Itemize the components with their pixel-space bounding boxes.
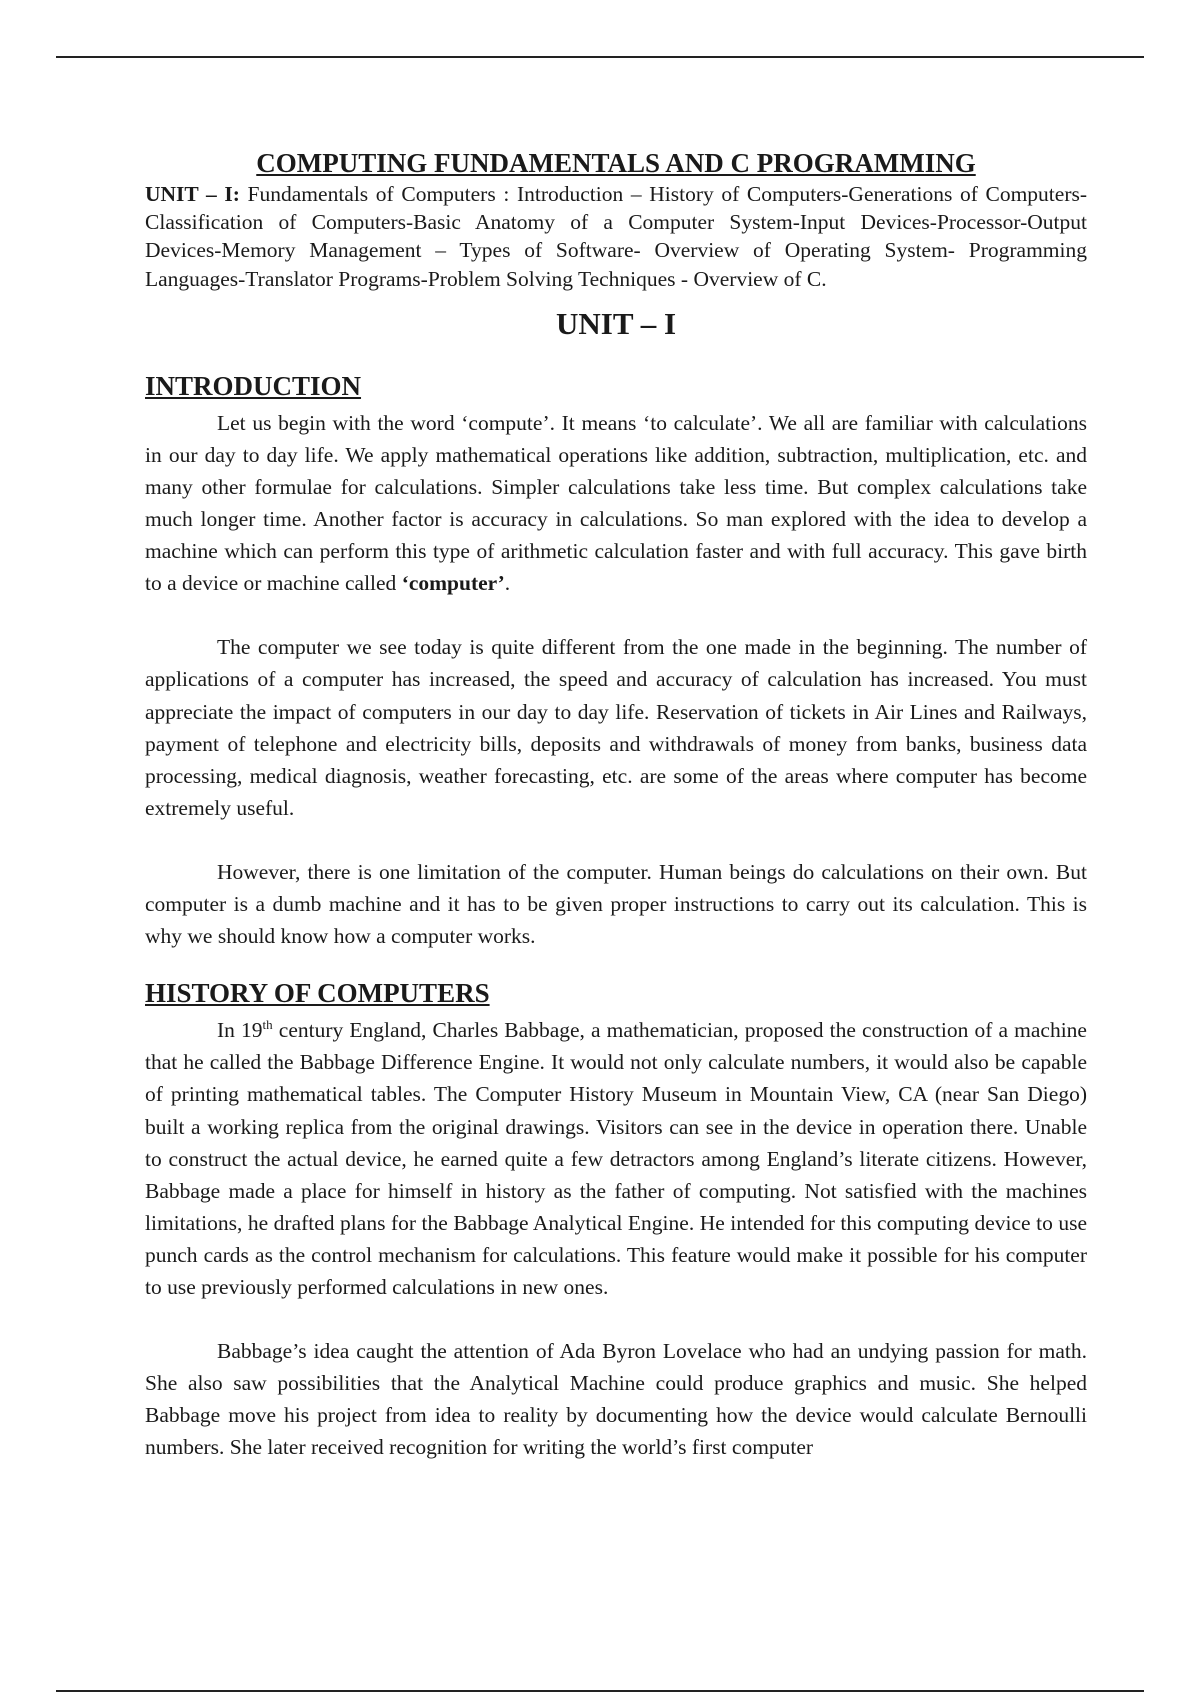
introduction-paragraph-2: The computer we see today is quite different from the one made in the beginning. The number of applications of a computer has increased, the speed and accuracy of calculation has increased. You must appreciate the impact of computers in our day to day life. Reservation of tickets in Air Lines and Railways, payment of telephone and electricity bills, deposits and withdrawals of money from banks, business data processing, medical diagnosis, weather forecasting, etc. are some of the areas where computer has become extremely useful.	[145, 635, 1087, 820]
bottom-rule	[56, 1690, 1144, 1692]
syllabus-label: UNIT – I:	[145, 182, 240, 206]
page-content	[145, 146, 1087, 1463]
syllabus-text: Fundamentals of Computers : Introduction – History of Computers-Generations of Computers- Classification of Computers-Basic Anatomy of a Computer System-Input Devices-Processor-Output Devices-Memory Management – Types of Software- Overview of Operating System- Programming Languages-Translator Programs-Problem Solving Techniques - Overview of C.	[145, 182, 1088, 291]
intro-p1-end: .	[504, 571, 511, 596]
introduction-heading: INTRODUCTION	[145, 370, 362, 401]
history-p1-text: century England, Charles Babbage, a mathematician, proposed the construction of a machine that he called the Babbage Difference Engine. It would not only calculate numbers, it would also be capable of printing mathematical tables. The Computer History Museum in Mountain View, CA (near San Diego) built a working replica from the original drawings. Visitors can see in the device in operation there. Unable to construct the actual device, he earned quite a few detractors among England’s literate citizens. However, Babbage made a place for himself in history as the father of computing. Not satisfied with the machines limitations, he drafted plans for the Babbage Analytical Engine. He intended for this computing device to use punch cards as the control mechanism for calculations. This feature would make it possible for his computer to use previously performed calculations in new ones.	[145, 1018, 1087, 1299]
introduction-paragraph-1	[145, 407, 1087, 600]
history-heading: HISTORY OF COMPUTERS	[145, 978, 490, 1009]
syllabus-paragraph	[145, 180, 1087, 293]
unit-heading: UNIT – I	[555, 305, 677, 341]
intro-p1-text: Let us begin with the word ‘compute’. It means ‘to calculate’. We all are familiar with calculations in our day to day life. We apply mathematical operations like addition, subtraction, multiplication, etc. and many other formulae for calculations. Simpler calculations take less time. But complex calculations take much longer time. Another factor is accuracy in calculations. So man explored with the idea to develop a machine which can perform this type of arithmetic calculation faster and with full accuracy. This gave birth to a device or machine called	[145, 410, 1087, 596]
introduction-paragraph-3: However, there is one limitation of the computer. Human beings do calculations on their own. But computer is a dumb machine and it has to be given proper instructions to carry out its calculation. This is why we should know how a computer works.	[145, 859, 1087, 949]
history-p1-start: In 19	[217, 1018, 263, 1043]
document-title: COMPUTING FUNDAMENTALS AND C PROGRAMMING	[256, 148, 976, 178]
top-rule	[56, 56, 1144, 58]
history-paragraph-1	[145, 1014, 1087, 1303]
history-paragraph-2: Babbage’s idea caught the attention of Ada Byron Lovelace who had an undying passion for math. She also saw possibilities that the Analytical Machine could produce graphics and music. She helped Babbage move his project from idea to reality by documenting how the device would calculate Bernoulli numbers. She later received recognition for writing the world’s first computer	[145, 1339, 1087, 1460]
history-p1-superscript: th	[262, 1017, 273, 1033]
intro-p1-bold-term: ‘computer’	[401, 571, 505, 596]
